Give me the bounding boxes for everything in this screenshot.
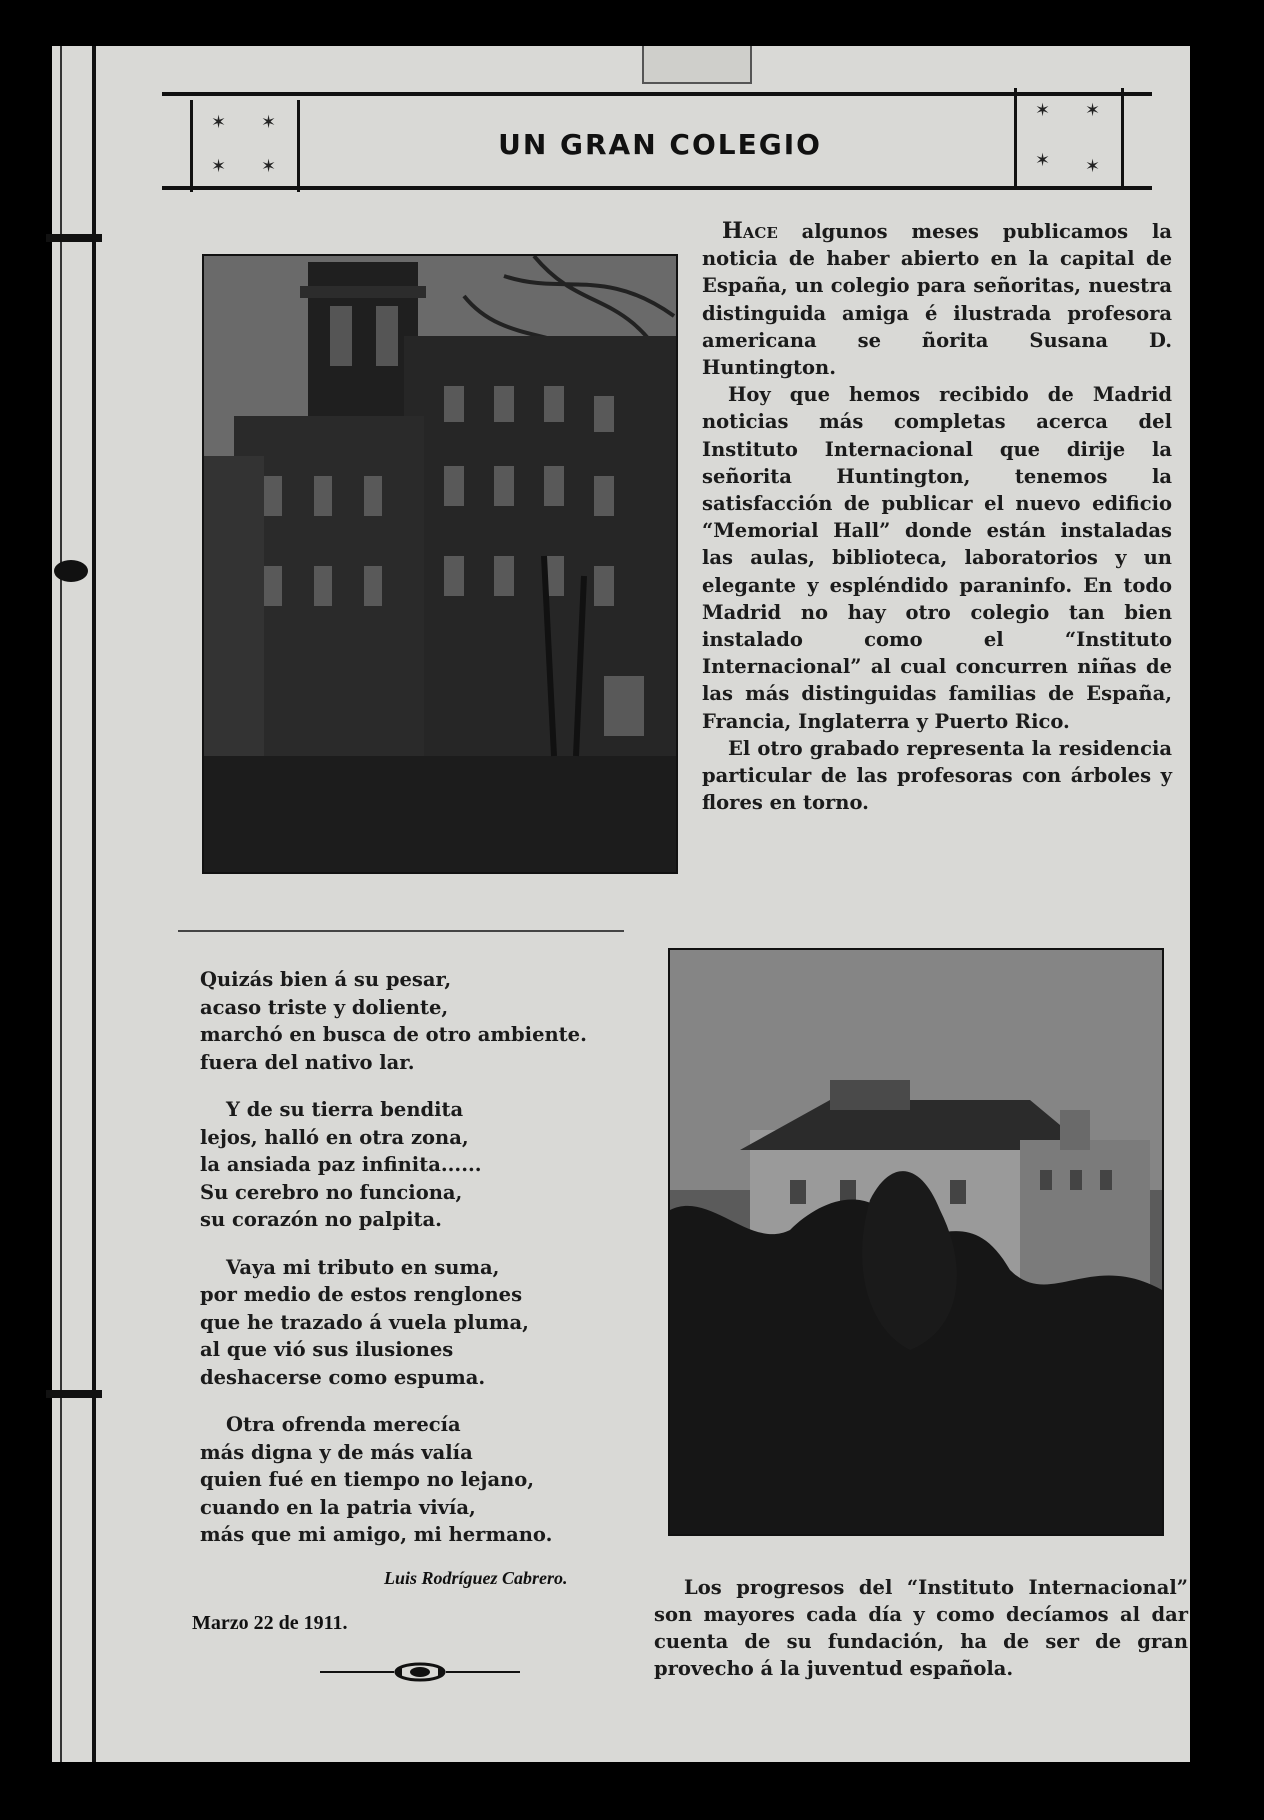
binding-thread bbox=[92, 46, 96, 1762]
lead-word: Hace bbox=[722, 218, 778, 244]
teachers-residence-photo bbox=[668, 948, 1164, 1536]
page-tab bbox=[642, 46, 752, 84]
poem-line: acaso triste y doliente, bbox=[200, 995, 449, 1019]
article-paragraph-3: El otro grabado representa la residencia particular de las profesoras con árboles y flores en torno. bbox=[702, 736, 1172, 815]
poem-line: marchó en busca de otro ambiente. bbox=[200, 1023, 587, 1046]
binding-pin-top bbox=[46, 234, 102, 242]
poem-signature: Luis Rodríguez Cabrero. bbox=[384, 1568, 568, 1588]
header-rule-bottom bbox=[162, 186, 1152, 190]
poem-stanza-2 bbox=[200, 1096, 620, 1234]
header-rule-top bbox=[162, 92, 1152, 96]
star-icon: ✶ bbox=[211, 156, 227, 177]
poem-line: más digna y de más valía bbox=[200, 1440, 473, 1464]
poem-line: por medio de estos renglones bbox=[200, 1283, 523, 1306]
poem-line: Quizás bien á su pesar, bbox=[200, 968, 452, 991]
article-body bbox=[702, 218, 1172, 816]
building-photo-icon bbox=[204, 256, 676, 872]
article-paragraph-1 bbox=[702, 218, 1172, 381]
poem-line: fuera del nativo lar. bbox=[200, 1050, 415, 1074]
star-icon: ✶ bbox=[261, 112, 277, 133]
article-paragraph-2: Hoy que hemos recibido de Madrid noticias más completas acerca del Instituto Internacional que dirije la señorita Huntington, tenemos la satisfacción de publicar el nuevo edificio “Memorial Hall” donde están instaladas las aulas, biblioteca, laboratorios y un elegante y espléndido paraninfo. En todo Madrid no hay otro colegio tan bien instalado como el “Instituto Internacional” al cual concurren niñas de las más distinguidas familias de España, Francia, Inglaterra y Puerto Rico. bbox=[702, 383, 1172, 733]
memorial-hall-photo bbox=[202, 254, 678, 874]
residence-photo-icon bbox=[670, 950, 1162, 1534]
star-icon: ✶ bbox=[1035, 150, 1051, 171]
poem-line: su corazón no palpita. bbox=[200, 1208, 442, 1231]
poem-line: más que mi amigo, mi hermano. bbox=[200, 1523, 553, 1546]
star-icon: ✶ bbox=[261, 156, 277, 177]
poem-stanza-4 bbox=[200, 1411, 620, 1549]
poem-line: Vaya mi tributo en suma, bbox=[226, 1255, 500, 1279]
poem bbox=[200, 966, 620, 1569]
poem-line: cuando en la patria vivía, bbox=[200, 1495, 476, 1519]
star-ornament-right bbox=[1014, 88, 1124, 188]
poem-line: al que vió sus ilusiones bbox=[200, 1338, 454, 1361]
binding-edge bbox=[60, 46, 62, 1762]
poem-line: Otra ofrenda merecía bbox=[226, 1413, 461, 1436]
star-icon: ✶ bbox=[1085, 156, 1101, 177]
poem-line: lejos, halló en otra zona, bbox=[200, 1125, 469, 1149]
poem-line: la ansiada paz infinita...... bbox=[200, 1153, 482, 1176]
star-ornament-left bbox=[190, 100, 300, 192]
star-icon: ✶ bbox=[211, 112, 227, 133]
poem-line: quien fué en tiempo no lejano, bbox=[200, 1468, 535, 1491]
poem-date: Marzo 22 de 1911. bbox=[192, 1612, 348, 1634]
star-icon: ✶ bbox=[1085, 100, 1101, 121]
poem-stanza-3 bbox=[200, 1254, 620, 1392]
poem-line: que he trazado á vuela pluma, bbox=[200, 1310, 529, 1334]
poem-line: Su cerebro no funciona, bbox=[200, 1180, 463, 1204]
photo-caption bbox=[654, 1574, 1188, 1682]
poem-line: deshacerse como espuma. bbox=[200, 1365, 486, 1389]
poem-stanza-1 bbox=[200, 966, 620, 1076]
binding-pin-bottom bbox=[46, 1390, 102, 1398]
poem-line: Y de su tierra bendita bbox=[226, 1098, 464, 1121]
ornament-divider-icon bbox=[320, 1660, 520, 1684]
caption-text: Los progresos del “Instituto Internacional” son mayores cada día y como decíamos al dar cuenta de su fundación, ha de ser de gran provecho á la juventud española. bbox=[654, 1576, 1188, 1680]
binding-knot bbox=[54, 560, 88, 582]
section-divider bbox=[178, 930, 624, 932]
page-title: UN GRAN COLEGIO bbox=[498, 128, 822, 161]
article-paragraph-1-text: algunos meses publicamos la noticia de haber abierto en la capital de España, un colegio para señoritas, nuestra distinguida amiga é ilustrada profesora americana se ñorita Susana D. Huntington. bbox=[702, 220, 1172, 380]
star-icon: ✶ bbox=[1035, 100, 1051, 121]
